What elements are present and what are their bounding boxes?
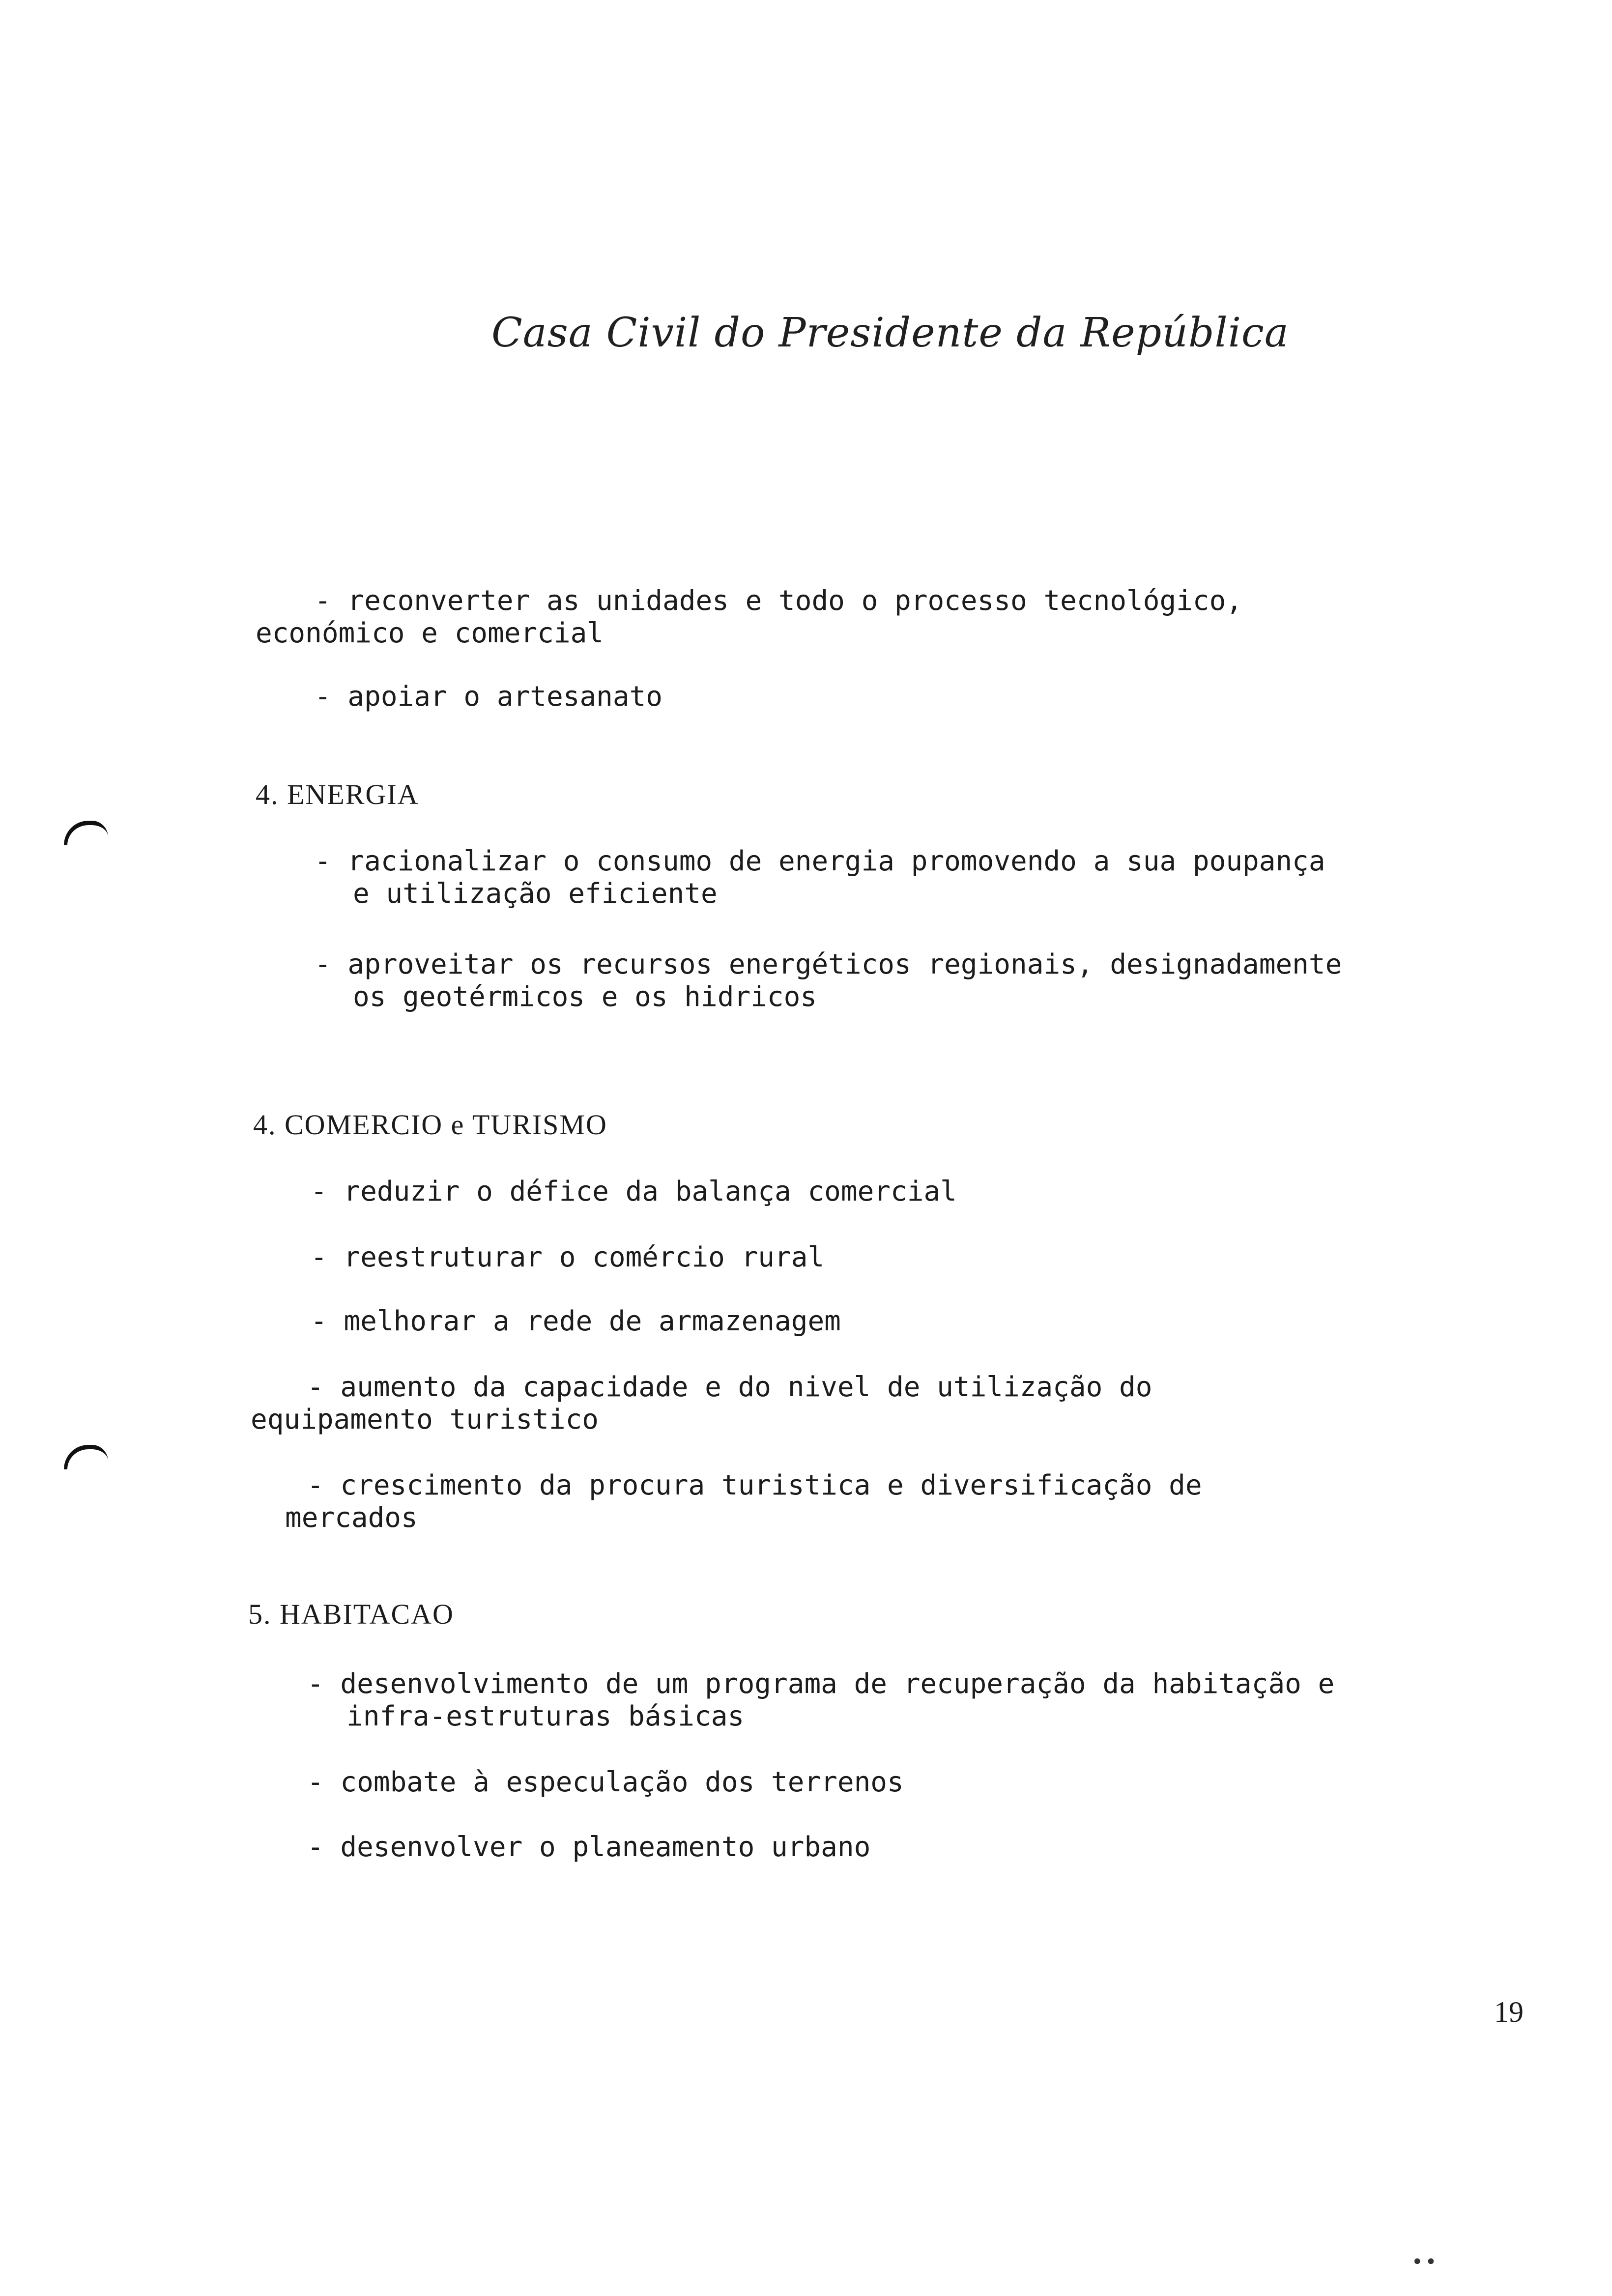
letterhead: Casa Civil do Presidente da República: [491, 310, 1289, 356]
punch-hole-mark: [64, 821, 108, 845]
list-item: - apoiar o artesanato: [315, 681, 663, 713]
punch-hole-mark: [64, 1445, 108, 1469]
section-heading-energia: 4. ENERGIA: [256, 778, 419, 810]
list-item: - aumento da capacidade e do nivel de utilização do: [307, 1371, 1152, 1403]
list-item: - aproveitar os recursos energéticos regionais, designadamente: [315, 948, 1342, 980]
page-number: 19: [1494, 1996, 1524, 2028]
list-item-continuation: os geotérmicos e os hidricos: [353, 981, 817, 1013]
list-item-continuation: económico e comercial: [256, 617, 604, 649]
list-item-continuation: mercados: [285, 1502, 418, 1534]
list-item: - combate à especulação dos terrenos: [307, 1766, 904, 1798]
list-item: - crescimento da procura turistica e diversificação de: [307, 1469, 1202, 1501]
list-item: - reduzir o défice da balança comercial: [311, 1176, 957, 1207]
list-item: - reconverter as unidades e todo o processo tecnológico,: [315, 585, 1243, 617]
list-item: - desenvolver o planeamento urbano: [307, 1831, 871, 1863]
section-heading-habitacao: 5. HABITACAO: [248, 1598, 454, 1630]
list-item: - melhorar a rede de armazenagem: [311, 1305, 841, 1337]
section-heading-comercio: 4. COMERCIO e TURISMO: [253, 1109, 607, 1141]
list-item: - reestruturar o comércio rural: [311, 1241, 825, 1273]
list-item-continuation: e utilização eficiente: [353, 878, 718, 910]
list-item: - racionalizar o consumo de energia promovendo a sua poupança: [315, 845, 1325, 877]
list-item-continuation: equipamento turistico: [251, 1404, 599, 1435]
list-item-continuation: infra-estruturas básicas: [346, 1700, 745, 1732]
footer-marks: ••: [1411, 2251, 1439, 2273]
list-item: - desenvolvimento de um programa de recuperação da habitação e: [307, 1668, 1335, 1700]
